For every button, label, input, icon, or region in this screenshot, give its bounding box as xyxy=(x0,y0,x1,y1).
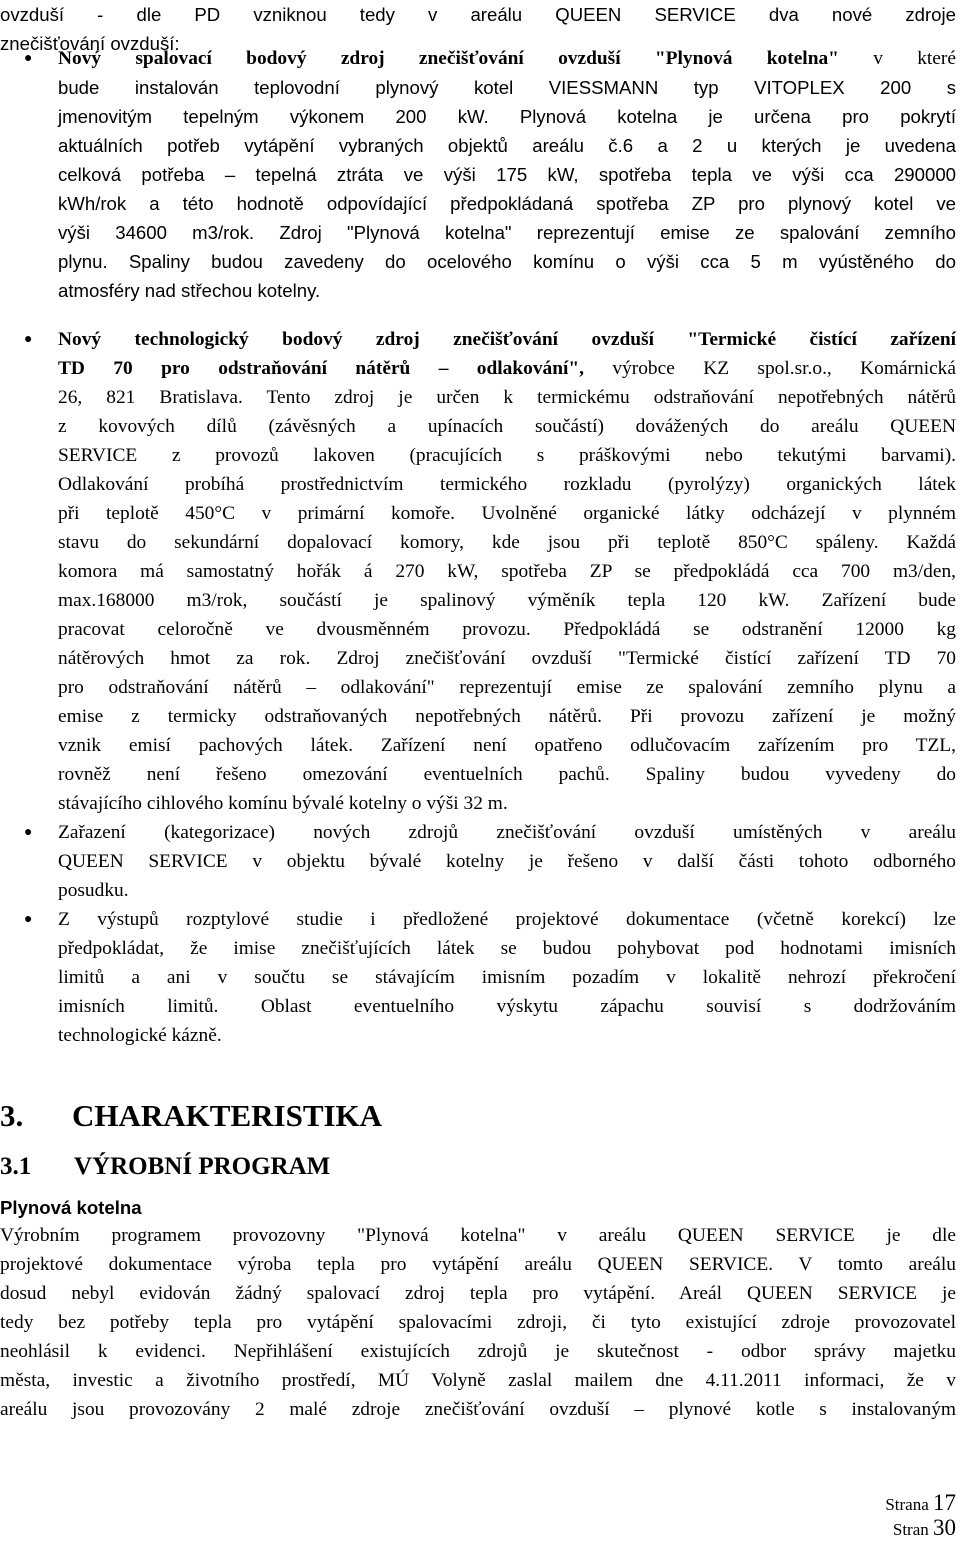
bullet-line xyxy=(58,992,956,1021)
subsection-number: 3.1 xyxy=(0,1153,32,1180)
bullet-line xyxy=(58,160,956,189)
paragraph-line: tedy bez potřeby tepla pro vytápění spalovacími zdroji, či tyto existující zdroje provozovatel xyxy=(0,1312,956,1333)
intro-line: ovzduší - dle PD vzniknou tedy v areálu QUEEN SERVICE dva nové zdroje xyxy=(0,4,956,25)
section-title: CHARAKTERISTIKA xyxy=(72,1098,383,1133)
bullet-line xyxy=(58,247,956,276)
text-run: bude instalován teplovodní plynový kotel VIESSMANN typ VITOPLEX 200 s xyxy=(58,77,956,98)
text-run: pracovat celoročně ve dvousměnném provozu. Předpokládá se odstranění 12000 kg xyxy=(58,619,956,640)
text-run: QUEEN SERVICE v objektu bývalé kotelny je řešeno v další části tohoto odborného xyxy=(58,851,956,872)
bullet-line xyxy=(58,586,956,615)
bullet-line xyxy=(58,189,956,218)
bullet-icon: ● xyxy=(24,825,33,840)
bullet-line xyxy=(58,673,956,702)
text-run: výši 34600 m3/rok. Zdroj "Plynová kotelna" reprezentují emise ze spalování zemního xyxy=(58,222,956,243)
text-run: posudku. xyxy=(58,880,129,901)
bullet-icon: ● xyxy=(24,51,33,66)
text-run: Zařazení (kategorizace) nových zdrojů znečišťování ovzduší umístěných v areálu xyxy=(58,822,956,843)
text-run: stavu do sekundární dopalovací komory, kde jsou při teplotě 850°C spáleny. Každá xyxy=(58,532,956,553)
text-run: kWh/rok a této hodnotě odpovídající předpokládaná spotřeba ZP pro plynový kotel ve xyxy=(58,193,956,214)
bullet-line xyxy=(58,963,956,992)
text-run: předpokládat, že imise znečišťujících látek se budou pohybovat pod hodnotami imisních xyxy=(58,938,956,959)
bullet-line xyxy=(58,102,956,131)
text-run: nátěrových hmot za rok. Zdroj znečišťování ovzduší "Termické čistící zařízení TD 70 xyxy=(58,648,956,669)
text-run: výrobce KZ spol.sr.o., Komárnická xyxy=(584,358,956,379)
bullet-line xyxy=(58,470,956,499)
text-run: celková potřeba – tepelná ztráta ve výši 175 kW, spotřeba tepla ve výši cca 290000 xyxy=(58,164,956,185)
text-run: limitů a ani v součtu se stávajícím imisním pozadím v lokalitě nehrozí překročení xyxy=(58,967,956,988)
section-heading xyxy=(0,1096,382,1136)
bullet-line xyxy=(58,557,956,586)
text-run: max.168000 m3/rok, součástí je spalinový výměník tepla 120 kW. Zařízení bude xyxy=(58,590,956,611)
text-run: technologické kázně. xyxy=(58,1025,222,1046)
bullet-line xyxy=(58,760,956,789)
bullet-line xyxy=(58,441,956,470)
bullet-line xyxy=(58,325,956,354)
text-run: z kovových dílů (závěsných a upínacích součástí) dovážených do areálu QUEEN xyxy=(58,416,956,437)
total-pages: 30 xyxy=(933,1515,956,1540)
paragraph-line: dosud nebyl evidován žádný spalovací zdroj tepla pro vytápění. Areál QUEEN SERVICE je xyxy=(0,1283,956,1304)
text-run: komora má samostatný hořák á 270 kW, spotřeba ZP se předpokládá cca 700 m3/den, xyxy=(58,561,956,582)
text-run: vznik emisí pachových látek. Zařízení není opatřeno odlučovacím zařízením pro TZL, xyxy=(58,735,956,756)
bold-text: TD 70 pro odstraňování nátěrů – odlakování", xyxy=(58,358,584,379)
bullet-line xyxy=(58,615,956,644)
bullet-icon: ● xyxy=(24,332,33,347)
text-run: při teplotě 450°C v primární komoře. Uvolněné organické látky odcházejí v plynném xyxy=(58,503,956,524)
paragraph-line: neohlásil k evidenci. Nepřihlášení existujících zdrojů je skutečnost - odbor správy majetku xyxy=(0,1341,956,1362)
text-run: atmosféry nad střechou kotelny. xyxy=(58,280,321,301)
text-run: Odlakování probíhá prostřednictvím termického rozkladu (pyrolýzy) organických látek xyxy=(58,474,956,495)
page-counter xyxy=(885,1492,956,1516)
paragraph-line: areálu jsou provozovány 2 malé zdroje znečišťování ovzduší – plynové kotle s instalovaným xyxy=(0,1399,956,1420)
bullet-line xyxy=(58,847,956,876)
text-run: emise z termicky odstraňovaných nepotřebných nátěrů. Při provozu zařízení je možný xyxy=(58,706,956,727)
text-run: stávajícího cihlového komínu bývalé kotelny o výši 32 m. xyxy=(58,793,508,814)
bullet-line xyxy=(58,644,956,673)
bullet-line xyxy=(58,818,956,847)
section-number: 3. xyxy=(0,1098,24,1133)
subsection-heading xyxy=(0,1150,330,1184)
bold-text: Nový technologický bodový zdroj znečišťování ovzduší "Termické čistící zařízení xyxy=(58,329,956,350)
bullet-line xyxy=(58,44,956,73)
bullet-line xyxy=(58,528,956,557)
text-run: imisních limitů. Oblast eventuelního výskytu zápachu souvisí s dodržováním xyxy=(58,996,956,1017)
bullet-line xyxy=(58,702,956,731)
text-run: rovněž není řešeno omezování eventuelních pachů. Spaliny budou vyvedeny do xyxy=(58,764,956,785)
bullet-icon: ● xyxy=(24,912,33,927)
bullet-line xyxy=(58,731,956,760)
bullet-line xyxy=(58,499,956,528)
bullet-line xyxy=(58,354,956,383)
bold-text: Nový spalovací bodový zdroj znečišťování ovzduší "Plynová kotelna" xyxy=(58,48,839,69)
intro-line: znečišťování ovzduší: xyxy=(0,33,180,54)
text-run: pro odstraňování nátěrů – odlakování" reprezentují emise ze spalování zemního plynu a xyxy=(58,677,956,698)
bullet-line xyxy=(58,383,956,412)
bullet-line xyxy=(58,218,956,247)
text-run: aktuálních potřeb vytápění vybraných objektů areálu č.6 a 2 u kterých je uvedena xyxy=(58,135,956,156)
bullet-line xyxy=(58,131,956,160)
page-total xyxy=(893,1517,956,1541)
text-run: 26, 821 Bratislava. Tento zdroj je určen k termickému odstraňování nepotřebných nátěrů xyxy=(58,387,956,408)
subsection-title: VÝROBNÍ PROGRAM xyxy=(74,1153,331,1180)
bullet-line xyxy=(58,934,956,963)
bullet-line xyxy=(58,876,956,905)
bullet-line xyxy=(58,412,956,441)
text-run: plynu. Spaliny budou zavedeny do ocelového komínu o výši cca 5 m vyústěného do xyxy=(58,251,956,272)
text-run: v které xyxy=(838,48,956,69)
text-run: Z výstupů rozptylové studie i předložené projektové dokumentace (včetně korekcí) lze xyxy=(58,909,956,930)
total-label: Stran xyxy=(892,1520,929,1539)
text-run: jmenovitým tepelným výkonem 200 kW. Plynová kotelna je určena pro pokrytí xyxy=(58,106,956,127)
paragraph-line: města, investic a životního prostředí, MÚ Volyně zaslal mailem dne 4.11.2011 informaci, že v xyxy=(0,1370,956,1391)
text-run: SERVICE z provozů lakoven (pracujících s práškovými nebo tekutými barvami). xyxy=(58,445,956,466)
paragraph-line: projektové dokumentace výroba tepla pro vytápění areálu QUEEN SERVICE. V tomto areálu xyxy=(0,1254,956,1275)
page-number: 17 xyxy=(933,1490,956,1515)
bullet-line xyxy=(58,905,956,934)
bullet-line xyxy=(58,276,956,305)
page-label: Strana xyxy=(885,1495,929,1514)
bullet-line xyxy=(58,73,956,102)
paragraph-line: Výrobním programem provozovny "Plynová kotelna" v areálu QUEEN SERVICE je dle xyxy=(0,1225,956,1246)
bullet-line xyxy=(58,1021,956,1050)
paragraph-heading: Plynová kotelna xyxy=(0,1197,142,1218)
bullet-line xyxy=(58,789,956,818)
